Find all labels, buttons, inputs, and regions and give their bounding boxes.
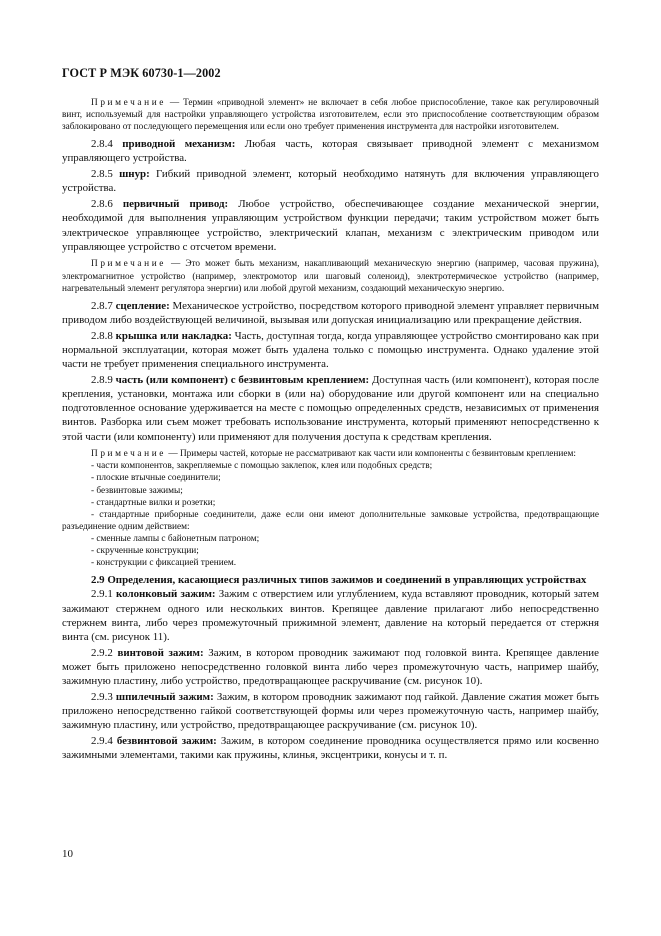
definition-paragraph <box>62 137 599 165</box>
definition-text: Доступная часть (или компонент), которая после крепления, установки, монтажа или сборки в (или на) оборудование или другой компонент или на специально подготовленное основание удерживается на месте с помощью определенных средств, независимых от применения винтов. Разборка или съем может требовать использование инструмента, который применяют непосредственно к этой части (или компоненту) или применяют для получения доступа к средствам крепления. <box>62 373 599 443</box>
list-item: - конструкции с фиксацией трением. <box>91 558 237 569</box>
term: сцепление: <box>115 299 170 312</box>
list-item: - стандартные приборные соединители, даже если они имеют дополнительные замковые устройства, предотвращающие разъединение одним действием: <box>62 509 599 532</box>
definition-paragraph <box>62 690 599 733</box>
clause-number: 2.8.7 <box>91 299 116 312</box>
note-lead: Примечание <box>91 98 166 108</box>
definition-text: Механическое устройство, посредством которого приводной элемент управляет первичным приводом либо воздействующей величиной, вызывая или допуская инициализацию или прекращение действия. <box>62 299 599 326</box>
clause-number: 2.9.4 <box>91 734 117 747</box>
list-item: - скрученные конструкции; <box>91 545 199 556</box>
definition-text: Часть, доступная тогда, когда управляющее устройство смонтировано как при нормальной эксплуатации, которая может быть удалена только с помощью инструмента. Однако удаление этой части не требует применения специального инструмента. <box>62 329 599 370</box>
note-lead: Примечание <box>91 259 166 270</box>
term: винтовой зажим: <box>117 646 204 659</box>
definition-text: Гибкий приводной элемент, который необходимо натянуть для включения управляющего устройства. <box>62 168 599 195</box>
document-body <box>62 97 599 764</box>
list-item: - части компонентов, закрепляемые с помощью заклепок, клея или подобных средств; <box>91 461 433 472</box>
term: шпилечный зажим: <box>115 690 214 703</box>
term: безвинтовой зажим: <box>116 734 217 747</box>
list-item: - стандартные вилки и розетки; <box>91 497 216 508</box>
term: часть (или компонент) с безвинтовым креплением: <box>115 373 370 386</box>
clause-number: 2.8.9 <box>91 373 116 386</box>
clause-number: 2.9.3 <box>91 690 116 703</box>
document-header: ГОСТ Р МЭК 60730-1—2002 <box>62 66 221 80</box>
definition-paragraph <box>62 587 599 644</box>
note-with-list <box>62 448 599 569</box>
definition-text: Зажим, в котором проводник зажимают под гайкой. Давление сжатия может быть приложено непосредственно гайкой соответствующей формы или через промежуточную часть, например шайбу, зажимную пластину, или устройство, предотвращающее раскручивание (см. рисунок 10). <box>62 690 599 732</box>
list-item: - плоские втычные соединители; <box>91 473 221 484</box>
definition-text: Зажим, в котором соединение проводника осуществляется прямо или косвенно зажимными элементами, такими как пружины, клинья, эксцентрики, конусы и т. п. <box>62 734 599 762</box>
term: крышка или накладка: <box>115 329 232 342</box>
definition-text: Любая часть, которая связывает приводной элемент с механизмом управляющего устройства. <box>62 138 599 165</box>
definition-text: Зажим с отверстием или углублением, куда вставляют проводник, который затем зажимают стержнем одного или нескольких винтов. Крепящее давление прилагают либо непосредственно стержнем винта, либо через промежуточный прижимной элемент, давление на который передается от стержня винта (см. рисунок 11). <box>62 588 599 643</box>
note-paragraph <box>62 258 599 294</box>
list-item: - сменные лампы с байонетным патроном; <box>91 533 260 544</box>
note-text: — Примеры частей, которые не рассматривают как части или компоненты с безвинтовым креплением: <box>166 449 576 460</box>
note-paragraph <box>62 448 599 460</box>
clause-number: 2.8.6 <box>91 198 123 211</box>
note-lead: Примечание <box>91 449 166 460</box>
page-number: 10 <box>62 848 73 860</box>
definition-paragraph <box>62 167 599 195</box>
term: колонковый зажим: <box>116 588 216 601</box>
term: шнур: <box>119 168 150 181</box>
definition-text: Любое устройство, обеспечивающее создание механической энергии, необходимой для выполнения управляющим устройством функции передачи; таким устройством может быть электрическое управляющее устройство, электрический клапан, механизм с электрическим приводом или управляющее устройство с отсчетом времени. <box>62 198 599 253</box>
note-text: — Это может быть механизм, накапливающий механическую энергию (например, часовая пружина), электромагнитное устройство (например, электромотор или шаговый соленоид), электротермическое устройство (например, нагревательный элемент регулятора энергии) или любой другой механизм, создающий механическую энергию. <box>62 259 599 294</box>
definition-paragraph <box>62 373 599 444</box>
definition-paragraph <box>62 646 599 689</box>
clause-number: 2.9.1 <box>91 588 117 601</box>
list-item: - безвинтовые зажимы; <box>91 485 183 496</box>
note-text: — Термин «приводной элемент» не включает в себя любое приспособление, такое как регулировочный винт, используемый для настройки управляющего устройства изготовителем, если это приспособление соответствующим образом заблокировано от последующего перемещения или если оно требует применения инструмента для настройки изготовителем. <box>62 98 599 133</box>
term: приводной механизм: <box>122 138 236 151</box>
definition-text: Зажим, в котором проводник зажимают под головкой винта. Крепящее давление может быть приложено непосредственно головкой винта либо через промежуточную часть, например шайбу, зажимную пластину, либо устройство, предотвращающее раскручивание (см. рисунок 10). <box>62 646 599 688</box>
note-paragraph <box>62 97 599 133</box>
clause-number: 2.8.8 <box>91 329 116 342</box>
term: первичный привод: <box>122 198 229 211</box>
clause-number: 2.8.5 <box>91 168 120 181</box>
definition-paragraph <box>62 329 599 372</box>
section-heading: 2.9 Определения, касающиеся различных типов зажимов и соединений в управляющих устройствах <box>91 574 587 587</box>
clause-number: 2.8.4 <box>91 138 123 151</box>
definition-paragraph <box>62 197 599 254</box>
definition-paragraph <box>62 299 599 327</box>
definition-paragraph <box>62 734 599 762</box>
clause-number: 2.9.2 <box>91 646 118 659</box>
